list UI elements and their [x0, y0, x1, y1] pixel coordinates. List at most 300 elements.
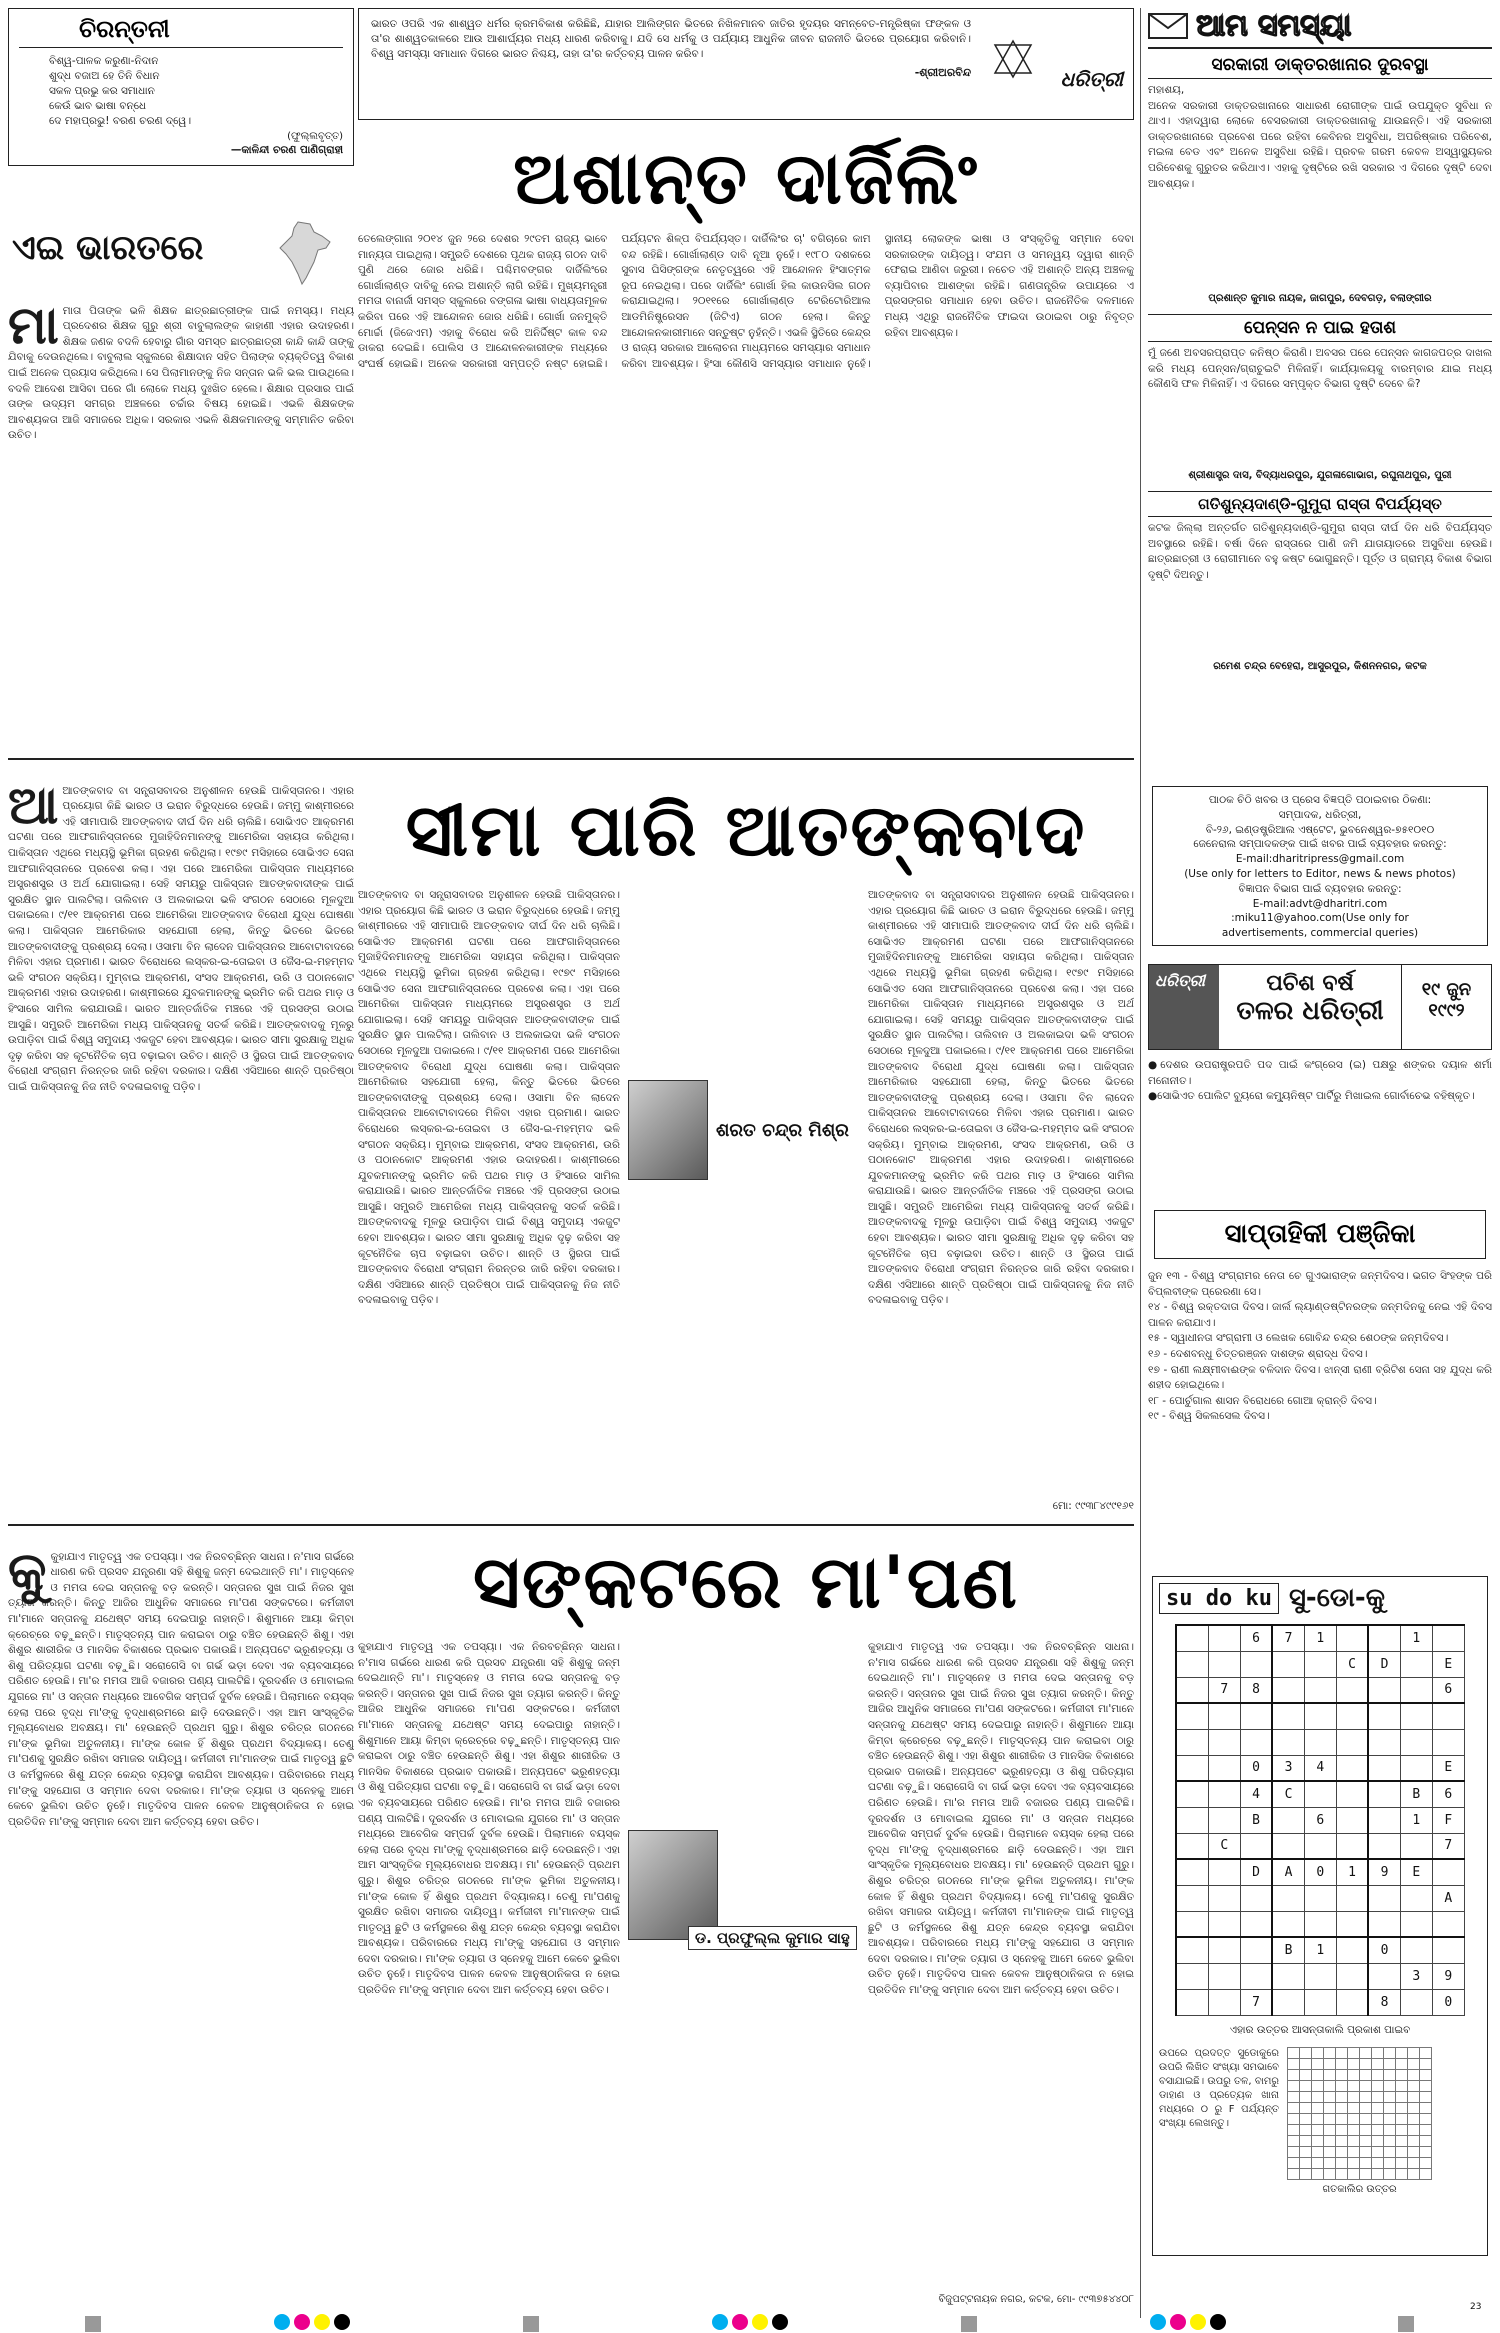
sudoku-cell[interactable]: A: [1432, 1885, 1464, 1911]
sudoku-cell[interactable]: [1272, 1833, 1304, 1859]
sudoku-cell[interactable]: [1272, 1885, 1304, 1911]
sudoku-cell[interactable]: [1272, 1729, 1304, 1755]
article1-body: ତେଲେଙ୍ଗାନା ୨୦୧୪ ଜୁନ ୨ରେ ଦେଶର ୨୯ତମ ରାଜ୍ୟ ଭାବେ ମାନ୍ୟତା ପାଇଥିଲା। ସମ୍ପ୍ରତି ଦେଶରେ ପୃଥକ ରାଜ୍ୟ ଗଠନ ଦାବି ପୁଣି ଥରେ ଜୋର ଧରିଛି। ପଶ୍ଚିମବଙ୍ଗର ଦାର୍ଜିଲିଂରେ ଗୋର୍ଖାଲାଣ୍ଡ ଦାବିକୁ ନେଇ ଅଶାନ୍ତି ଲାଗି ରହିଛି। ମୁଖ୍ୟମନ୍ତ୍ରୀ ମମତା ବାନାର୍ଜୀ ସମସ୍ତ ସ୍କୁଲରେ ବଙ୍ଗଳା ଭାଷା ବାଧ୍ୟତାମୂଳକ କରିବା ପରେ ଏହି ଆନ୍ଦୋଳନ ଜୋର ଧରିଛି। ଗୋର୍ଖା ଜନମୁକ୍ତି ମୋର୍ଚ୍ଚା (ଜିଜେଏମ) ଏହାକୁ ବିରୋଧ କରି ଅନିର୍ଦ୍ଦିଷ୍ଟ କାଳ ବନ୍ଦ ଡାକରା ଦେଇଛି। ପୋଲିସ ଓ ଆନ୍ଦୋଳନକାରୀଙ୍କ ମଧ୍ୟରେ ସଂଘର୍ଷ ହୋଇଛି। ଅନେକ ସରକାରୀ ସମ୍ପତ୍ତି ନଷ୍ଟ ହୋଇଛି। ପର୍ଯ୍ୟଟନ ଶିଳ୍ପ ବିପର୍ଯ୍ୟସ୍ତ। ଦାର୍ଜିଲିଂର ଚା' ବଗିଚାରେ କାମ ବନ୍ଦ ରହିଛି। ଗୋର୍ଖାଲାଣ୍ଡ ଦାବି ନୂଆ ନୁହେଁ। ୧୯୮୦ ଦଶକରେ ସୁବାସ ଘିସିଙ୍ଗଙ୍କ ନେତୃତ୍ୱରେ ଏହି ଆନ୍ଦୋଳନ ହିଂସାତ୍ମକ ରୂପ ନେଇଥିଲା। ପରେ ଦାର୍ଜିଲିଂ ଗୋର୍ଖା ହିଲ କାଉନସିଲ ଗଠନ କରାଯାଇଥିଲା। ୨୦୧୧ରେ ଗୋର୍ଖାଲାଣ୍ଡ ଟେରିଟୋରିଆଲ ଆଡମିନିଷ୍ଟ୍ରେସନ (ଜିଟିଏ) ଗଠନ ହେଲା। କିନ୍ତୁ ଆନ୍ଦୋଳନକାରୀମାନେ ସନ୍ତୁଷ୍ଟ ନୁହଁନ୍ତି। ଏଭଳି ସ୍ଥିତିରେ କେନ୍ଦ୍ର ଓ ରାଜ୍ୟ ସରକାର ଆଲୋଚନା ମାଧ୍ୟମରେ ସମସ୍ୟାର ସମାଧାନ କରିବା ଆବଶ୍ୟକ। ହିଂସା କୌଣସି ସମସ୍ୟାର ସମାଧାନ ନୁହେଁ। ସ୍ଥାନୀୟ ଲୋକଙ୍କ ଭାଷା ଓ ସଂସ୍କୃତିକୁ ସମ୍ମାନ ଦେବା ସରକାରଙ୍କ ଦାୟିତ୍ୱ। ସଂଯମ ଓ ସମନ୍ୱୟ ଦ୍ୱାରା ଶାନ୍ତି ଫେରାଇ ଆଣିବା ଜରୁରୀ। ନଚେତ ଏହି ଅଶାନ୍ତି ଅନ୍ୟ ଅଞ୍ଚଳକୁ ବ୍ୟାପିବାର ଆଶଙ୍କା ରହିଛି। ଗଣତାନ୍ତ୍ରିକ ଉପାୟରେ ଏ ପ୍ରସଙ୍ଗର ସମାଧାନ ହେବା ଉଚିତ। ରାଜନୈତିକ ଦଳମାନେ ମଧ୍ୟ ଏଥିରୁ ରାଜନୈତିକ ଫାଇଦା ଉଠାଇବା ଠାରୁ ନିବୃତ୍ତ ରହିବା ଆବଶ୍ୟକ।: [358, 233, 1134, 370]
article2-contact: ମୋ: ୯୯୩୮୪୯୯୧୬୧: [1052, 1500, 1134, 1512]
pachisa-body: ●ଦେଶର ଉପରାଷ୍ଟ୍ରପତି ପଦ ପାଇଁ କଂଗ୍ରେସ (ଇ) ପକ୍ଷରୁ ଶଙ୍କର ଦୟାଳ ଶର୍ମା ମନୋନୀତ। ●ସୋଭିଏତ ପୋଲିଟ ବ୍ୟୁରୋ କମ୍ୟୁନିଷ୍ଟ ପାର୍ଟିରୁ ମିଖାଇଲ ଗୋର୍ବାଚେଭ ବହିଷ୍କୃତ।: [1148, 1059, 1492, 1103]
mini-cell: [1384, 2058, 1396, 2069]
sudoku-cell[interactable]: 3: [1400, 1963, 1432, 1989]
mini-cell: [1396, 2047, 1408, 2058]
ei-bharat-section: [8, 218, 354, 748]
sudoku-cell[interactable]: [1368, 1911, 1400, 1937]
sudoku-cell[interactable]: 1: [1400, 1807, 1432, 1833]
grey-swatch: [85, 2316, 101, 2332]
sudoku-cell[interactable]: 6: [1432, 1677, 1464, 1703]
sudoku-cell[interactable]: [1368, 1885, 1400, 1911]
chiranani-title: ଚିରନ୍ତନୀ: [79, 15, 170, 43]
mini-row: [1288, 2157, 1432, 2168]
mini-cell: [1396, 2146, 1408, 2157]
mini-cell: [1300, 2135, 1312, 2146]
ei-bharat-dropcap: ମା: [8, 295, 59, 356]
contact-line-8[interactable]: E-mail:advt@dharitri.com: [1252, 897, 1388, 910]
sudoku-cell[interactable]: 9: [1432, 1963, 1464, 1989]
sudoku-cell[interactable]: 4: [1240, 1781, 1272, 1807]
sudoku-cell[interactable]: [1176, 1625, 1208, 1651]
sudoku-cell[interactable]: [1336, 1755, 1368, 1781]
article3-right-column: କୁହାଯାଏ ମାତୃତ୍ୱ ଏକ ତପସ୍ୟା। ଏକ ନିରବଚ୍ଛିନ୍ନ ସାଧନା। ନ'ମାସ ଗର୍ଭରେ ଧାରଣ କରି ପ୍ରସବ ଯନ୍ତ୍ରଣା ସହି ଶିଶୁକୁ ଜନ୍ମ ଦେଇଥାନ୍ତି ମା'। ମାତୃସ୍ନେହ ଓ ମମତା ଦେଇ ସନ୍ତାନକୁ ବଡ଼ କରନ୍ତି। ସନ୍ତାନର ସୁଖ ପାଇଁ ନିଜର ସୁଖ ତ୍ୟାଗ କରନ୍ତି। କିନ୍ତୁ ଆଜିର ଆଧୁନିକ ସମାଜରେ ମା'ପଣ ସଙ୍କଟରେ। କର୍ମଜୀବୀ ମା'ମାନେ ସନ୍ତାନକୁ ଯଥେଷ୍ଟ ସମୟ ଦେଇପାରୁ ନାହାନ୍ତି। ଶିଶୁମାନେ ଆୟା କିମ୍ବା କ୍ରେଚ୍‌ରେ ବଢ଼ୁଛନ୍ତି। ମାତୃସ୍ତନ୍ୟ ପାନ କରାଇବା ଠାରୁ ବଞ୍ଚିତ ହେଉଛନ୍ତି ଶିଶୁ। ଏହା ଶିଶୁର ଶାରୀରିକ ଓ ମାନସିକ ବିକାଶରେ ପ୍ରଭାବ ପକାଉଛି। ଅନ୍ୟପଟେ ଭ୍ରୂଣହତ୍ୟା ଓ ଶିଶୁ ପରିତ୍ୟାଗ ଘଟଣା ବଢ଼ୁଛି। ସରୋଗେସି ବା ଗର୍ଭ ଭଡ଼ା ଦେବା ଏକ ବ୍ୟବସାୟରେ ପରିଣତ ହେଉଛି। ମା'ର ମମତା ଆଜି ବଜାରର ପଣ୍ୟ ପାଲଟିଛି। ଦୂରଦର୍ଶନ ଓ ମୋବାଇଲ ଯୁଗରେ ମା' ଓ ସନ୍ତାନ ମଧ୍ୟରେ ଆବେଗିକ ସମ୍ପର୍କ ଦୁର୍ବଳ ହେଉଛି। ପିଲାମାନେ ବୟସ୍କ ହେଲା ପରେ ବୃଦ୍ଧ ମା'ଙ୍କୁ ବୃଦ୍ଧାଶ୍ରମରେ ଛାଡ଼ି ଦେଉଛନ୍ତି। ଏହା ଆମ ସାଂସ୍କୃତିକ ମୂଲ୍ୟବୋଧର ଅବକ୍ଷୟ। ମା' ହେଉଛନ୍ତି ପ୍ରଥମ ଗୁରୁ। ଶିଶୁର ଚରିତ୍ର ଗଠନରେ ମା'ଙ୍କ ଭୂମିକା ଅତୁଳନୀୟ। ମା'ଙ୍କ କୋଳ ହିଁ ଶିଶୁର ପ୍ରଥମ ବିଦ୍ୟାଳୟ। ତେଣୁ ମା'ପଣକୁ ସୁରକ୍ଷିତ ରଖିବା ସମାଜର ଦାୟିତ୍ୱ। କର୍ମଜୀବୀ ମା'ମାନଙ୍କ ପାଇଁ ମାତୃତ୍ୱ ଛୁଟି ଓ କର୍ମସ୍ଥଳରେ ଶିଶୁ ଯତ୍ନ କେନ୍ଦ୍ର ବ୍ୟବସ୍ଥା କରାଯିବା ଆବଶ୍ୟକ। ପରିବାରରେ ମଧ୍ୟ ମା'ଙ୍କୁ ସହଯୋଗ ଓ ସମ୍ମାନ ଦେବା ଦରକାର। ମା'ଙ୍କ ତ୍ୟାଗ ଓ ସ୍ନେହକୁ ଆମେ କେବେ ଭୁଲିବା ଉଚିତ ନୁହେଁ। ମାତୃଦିବସ ପାଳନ କେବଳ ଆନୁଷ୍ଠାନିକତା ନ ହୋଇ ପ୍ରତିଦିନ ମା'ଙ୍କୁ ସମ୍ମାନ ଦେବା ଆମ କର୍ତ୍ତବ୍ୟ ହେବା ଉଚିତ।: [868, 1641, 1134, 1997]
sudoku-cell[interactable]: B: [1272, 1937, 1304, 1963]
mini-cell: [1348, 2091, 1360, 2102]
registration-strip: [0, 2316, 1500, 2332]
mini-cell: [1324, 2058, 1336, 2069]
sudoku-cell[interactable]: [1176, 1677, 1208, 1703]
sudoku-row: [1176, 1833, 1464, 1859]
contact-line-6: (Use only for letters to Editor, news & news photos): [1184, 867, 1456, 880]
sudoku-cell[interactable]: [1368, 1703, 1400, 1729]
mini-cell: [1372, 2146, 1384, 2157]
mini-cell: [1384, 2135, 1396, 2146]
mini-cell: [1336, 2157, 1348, 2168]
article3-middle-column: କୁହାଯାଏ ମାତୃତ୍ୱ ଏକ ତପସ୍ୟା। ଏକ ନିରବଚ୍ଛିନ୍ନ ସାଧନା। ନ'ମାସ ଗର୍ଭରେ ଧାରଣ କରି ପ୍ରସବ ଯନ୍ତ୍ରଣା ସହି ଶିଶୁକୁ ଜନ୍ମ ଦେଇଥାନ୍ତି ମା'। ମାତୃସ୍ନେହ ଓ ମମତା ଦେଇ ସନ୍ତାନକୁ ବଡ଼ କରନ୍ତି। ସନ୍ତାନର ସୁଖ ପାଇଁ ନିଜର ସୁଖ ତ୍ୟାଗ କରନ୍ତି। କିନ୍ତୁ ଆଜିର ଆଧୁନିକ ସମାଜରେ ମା'ପଣ ସଙ୍କଟରେ। କର୍ମଜୀବୀ ମା'ମାନେ ସନ୍ତାନକୁ ଯଥେଷ୍ଟ ସମୟ ଦେଇପାରୁ ନାହାନ୍ତି। ଶିଶୁମାନେ ଆୟା କିମ୍ବା କ୍ରେଚ୍‌ରେ ବଢ଼ୁଛନ୍ତି। ମାତୃସ୍ତନ୍ୟ ପାନ କରାଇବା ଠାରୁ ବଞ୍ଚିତ ହେଉଛନ୍ତି ଶିଶୁ। ଏହା ଶିଶୁର ଶାରୀରିକ ଓ ମାନସିକ ବିକାଶରେ ପ୍ରଭାବ ପକାଉଛି। ଅନ୍ୟପଟେ ଭ୍ରୂଣହତ୍ୟା ଓ ଶିଶୁ ପରିତ୍ୟାଗ ଘଟଣା ବଢ଼ୁଛି। ସରୋଗେସି ବା ଗର୍ଭ ଭଡ଼ା ଦେବା ଏକ ବ୍ୟବସାୟରେ ପରିଣତ ହେଉଛି। ମା'ର ମମତା ଆଜି ବଜାରର ପଣ୍ୟ ପାଲଟିଛି। ଦୂରଦର୍ଶନ ଓ ମୋବାଇଲ ଯୁଗରେ ମା' ଓ ସନ୍ତାନ ମଧ୍ୟରେ ଆବେଗିକ ସମ୍ପର୍କ ଦୁର୍ବଳ ହେଉଛି। ପିଲାମାନେ ବୟସ୍କ ହେଲା ପରେ ବୃଦ୍ଧ ମା'ଙ୍କୁ ବୃଦ୍ଧାଶ୍ରମରେ ଛାଡ଼ି ଦେଉଛନ୍ତି। ଏହା ଆମ ସାଂସ୍କୃତିକ ମୂଲ୍ୟବୋଧର ଅବକ୍ଷୟ। ମା' ହେଉଛନ୍ତି ପ୍ରଥମ ଗୁରୁ। ଶିଶୁର ଚରିତ୍ର ଗଠନରେ ମା'ଙ୍କ ଭୂମିକା ଅତୁଳନୀୟ। ମା'ଙ୍କ କୋଳ ହିଁ ଶିଶୁର ପ୍ରଥମ ବିଦ୍ୟାଳୟ। ତେଣୁ ମା'ପଣକୁ ସୁରକ୍ଷିତ ରଖିବା ସମାଜର ଦାୟିତ୍ୱ। କର୍ମଜୀବୀ ମା'ମାନଙ୍କ ପାଇଁ ମାତୃତ୍ୱ ଛୁଟି ଓ କର୍ମସ୍ଥଳରେ ଶିଶୁ ଯତ୍ନ କେନ୍ଦ୍ର ବ୍ୟବସ୍ଥା କରାଯିବା ଆବଶ୍ୟକ। ପରିବାରରେ ମଧ୍ୟ ମା'ଙ୍କୁ ସହଯୋଗ ଓ ସମ୍ମାନ ଦେବା ଦରକାର। ମା'ଙ୍କ ତ୍ୟାଗ ଓ ସ୍ନେହକୁ ଆମେ କେବେ ଭୁଲିବା ଉଚିତ ନୁହେଁ। ମାତୃଦିବସ ପାଳନ କେବଳ ଆନୁଷ୍ଠାନିକତା ନ ହୋଇ ପ୍ରତିଦିନ ମା'ଙ୍କୁ ସମ୍ମାନ ଦେବା ଆମ କର୍ତ୍ତବ୍ୟ ହେବା ଉଚିତ।: [358, 1641, 620, 1997]
mini-row: [1288, 2146, 1432, 2157]
sudoku-cell[interactable]: [1400, 1729, 1432, 1755]
letter-1-signature: ପ୍ରଶାନ୍ତ କୁମାର ନାୟକ, ଜାଗପୁର, ଦେବଗଡ଼, ବଲାଙ୍ଗୀର: [1208, 293, 1432, 304]
chiranani-note: (ଫୁଲ୍ଲବୃତ୍ତ): [287, 131, 343, 142]
sudoku-row: [1176, 1625, 1464, 1651]
mini-cell: [1336, 2113, 1348, 2124]
sudoku-cell[interactable]: [1208, 1911, 1240, 1937]
sudoku-row: [1176, 1989, 1464, 2015]
mini-cell: [1348, 2146, 1360, 2157]
pachisa-logo: ଧରିତ୍ରୀ: [1149, 965, 1219, 1049]
sudoku-cell[interactable]: [1336, 1885, 1368, 1911]
mini-cell: [1408, 2102, 1420, 2113]
sudoku-cell[interactable]: [1336, 1963, 1368, 1989]
mini-cell: [1324, 2124, 1336, 2135]
mini-cell: [1372, 2069, 1384, 2080]
sudoku-cell[interactable]: [1336, 1703, 1368, 1729]
yellow-dot: [1190, 2314, 1206, 2330]
sudoku-cell[interactable]: F: [1432, 1807, 1464, 1833]
mini-cell: [1348, 2135, 1360, 2146]
mini-cell: [1348, 2058, 1360, 2069]
sudoku-cell[interactable]: [1304, 1677, 1336, 1703]
ei-bharat-header: [8, 218, 354, 288]
sudoku-cell[interactable]: [1336, 1729, 1368, 1755]
mini-cell: [1324, 2157, 1336, 2168]
sudoku-cell[interactable]: [1208, 1729, 1240, 1755]
sudoku-cell[interactable]: E: [1400, 1859, 1432, 1885]
sudoku-cell[interactable]: [1176, 1989, 1208, 2015]
mini-cell: [1324, 2113, 1336, 2124]
mini-cell: [1288, 2124, 1300, 2135]
mini-cell: [1372, 2091, 1384, 2102]
contact-line-7: ବିଜ୍ଞାପନ ବିଭାଗ ପାଇଁ ବ୍ୟବହାର କରନ୍ତୁ:: [1238, 882, 1402, 895]
grey-swatch: [961, 2316, 977, 2332]
sudoku-cell[interactable]: [1272, 1703, 1304, 1729]
contact-line-9[interactable]: :miku11@yahoo.com(Use only for: [1231, 912, 1409, 925]
contact-line-2: ସମ୍ପାଦକ, ଧରିତ୍ରୀ,: [1278, 808, 1362, 821]
sudoku-yesterday: [1287, 2047, 1432, 2195]
sudoku-cell[interactable]: [1336, 1781, 1368, 1807]
sudoku-cell[interactable]: [1304, 1651, 1336, 1677]
sudoku-cell[interactable]: [1432, 1937, 1464, 1963]
article2-author-block: [628, 1080, 858, 1260]
letter-3: [1148, 491, 1492, 672]
mini-cell: [1408, 2091, 1420, 2102]
mini-cell: [1300, 2080, 1312, 2091]
mini-cell: [1372, 2080, 1384, 2091]
black-dot: [334, 2314, 350, 2330]
mini-cell: [1360, 2124, 1372, 2135]
sudoku-cell[interactable]: [1304, 1885, 1336, 1911]
mini-cell: [1360, 2146, 1372, 2157]
mini-cell: [1384, 2091, 1396, 2102]
sudoku-cell[interactable]: [1400, 1703, 1432, 1729]
sudoku-cell[interactable]: [1368, 1807, 1400, 1833]
sudoku-cell[interactable]: 6: [1304, 1807, 1336, 1833]
mini-cell: [1300, 2102, 1312, 2113]
sudoku-cell[interactable]: [1240, 1729, 1272, 1755]
sudoku-title-od: ସୁ-ଡୋ-କୁ: [1288, 1583, 1385, 1613]
mini-cell: [1300, 2069, 1312, 2080]
sudoku-cell[interactable]: [1176, 1859, 1208, 1885]
letter-2-signature: ଶ୍ରୀଶାସ୍ତ୍ର ଦାସ, ବିଦ୍ୟାଧରପୁର, ଯୁଗଳାଗୋଭାଗ, ରଘୁନାଥପୁର, ପୁରୀ: [1188, 470, 1452, 481]
sudoku-cell[interactable]: D: [1240, 1859, 1272, 1885]
mini-cell: [1372, 2135, 1384, 2146]
mini-cell: [1288, 2047, 1300, 2058]
mini-row: [1288, 2168, 1432, 2179]
mini-cell: [1300, 2091, 1312, 2102]
sudoku-cell[interactable]: [1176, 1833, 1208, 1859]
sudoku-cell[interactable]: [1240, 1937, 1272, 1963]
sudoku-cell[interactable]: 6: [1432, 1781, 1464, 1807]
ei-bharat-title: ଏଇ ଭାରତରେ: [12, 228, 204, 268]
article2-right-column: ଆତଙ୍କବାଦ ବା ସନ୍ତ୍ରାସବାଦର ଅନୁଶୀଳନ ହେଉଛି ପାକିସ୍ତାନର। ଏହାର ପ୍ରୟୋଗ କିଛି ଭାରତ ଓ ଇରାନ ବିରୁଦ୍ଧରେ ହେଉଛି। ଜମ୍ମୁ କାଶ୍ମୀରରେ ଏହି ସୀମାପାରି ଆତଙ୍କବାଦ ଦୀର୍ଘ ଦିନ ଧରି ଚାଲିଛି। ସୋଭିଏତ ଆକ୍ରମଣ ଘଟଣା ପରେ ଆଫଗାନିସ୍ତାନରେ ମୁଜାହିଦିନମାନଙ୍କୁ ଆମେରିକା ସହାୟତା କରିଥିଲା। ପାକିସ୍ତାନ ଏଥିରେ ମଧ୍ୟସ୍ଥି ଭୂମିକା ଗ୍ରହଣ କରିଥିଲା। ୧୯୭୯ ମସିହାରେ ସୋଭିଏତ ସେନା ଆଫଗାନିସ୍ତାନରେ ପ୍ରବେଶ କଲା। ଏହା ପରେ ଆମେରିକା ପାକିସ୍ତାନ ମାଧ୍ୟମରେ ଅସ୍ତ୍ରଶସ୍ତ୍ର ଓ ଅର୍ଥ ଯୋଗାଇଲା। ସେହି ସମୟରୁ ପାକିସ୍ତାନ ଆତଙ୍କବାଦୀଙ୍କ ପାଇଁ ସୁରକ୍ଷିତ ସ୍ଥାନ ପାଲଟିଲା। ତାଲିବାନ ଓ ଅଲକାଇଦା ଭଳି ସଂଗଠନ ସେଠାରେ ମୂଳଦୁଆ ପକାଇଲେ। ୯/୧୧ ଆକ୍ରମଣ ପରେ ଆମେରିକା ଆତଙ୍କବାଦ ବିରୋଧୀ ଯୁଦ୍ଧ ଘୋଷଣା କଲା। ପାକିସ୍ତାନ ଆମେରିକାର ସହଯୋଗୀ ହେଲା, କିନ୍ତୁ ଭିତରେ ଭିତରେ ଆତଙ୍କବାଦୀଙ୍କୁ ପ୍ରଶ୍ରୟ ଦେଲା। ଓସାମା ବିନ ଲାଦେନ ପାକିସ୍ତାନର ଆବୋଟାବାଦରେ ମିଳିବା ଏହାର ପ୍ରମାଣ। ଭାରତ ବିରୋଧରେ ଲସ୍କର-ଇ-ତୋଇବା ଓ ଜୈସ-ଇ-ମହମ୍ମଦ ଭଳି ସଂଗଠନ ସକ୍ରିୟ। ମୁମ୍ବାଇ ଆକ୍ରମଣ, ସଂସଦ ଆକ୍ରମଣ, ଉରି ଓ ପଠାନକୋଟ ଆକ୍ରମଣ ଏହାର ଉଦାହରଣ। କାଶ୍ମୀରରେ ଯୁବକମାନଙ୍କୁ ଭ୍ରମିତ କରି ପଥର ମାଡ଼ ଓ ହିଂସାରେ ସାମିଲ କରାଯାଉଛି। ଭାରତ ଆନ୍ତର୍ଜାତିକ ମଞ୍ଚରେ ଏହି ପ୍ରସଙ୍ଗ ଉଠାଇ ଆସୁଛି। ସମ୍ପ୍ରତି ଆମେରିକା ମଧ୍ୟ ପାକିସ୍ତାନକୁ ସତର୍କ କରିଛି। ଆତଙ୍କବାଦକୁ ମୂଳରୁ ଉପାଡ଼ିବା ପାଇଁ ବିଶ୍ୱ ସମୁଦାୟ ଏକଜୁଟ ହେବା ଆବଶ୍ୟକ। ଭାରତ ସୀମା ସୁରକ୍ଷାକୁ ଅଧିକ ଦୃଢ଼ କରିବା ସହ କୂଟନୈତିକ ଚାପ ବଢ଼ାଇବା ଉଚିତ। ଶାନ୍ତି ଓ ସ୍ଥିରତା ପାଇଁ ଆତଙ୍କବାଦ ବିରୋଧୀ ସଂଗ୍ରାମ ନିରନ୍ତର ଜାରି ରହିବା ଦରକାର। ଦକ୍ଷିଣ ଏସିଆରେ ଶାନ୍ତି ପ୍ରତିଷ୍ଠା ପାଇଁ ପାକିସ୍ତାନକୁ ନିଜ ନୀତି ବଦଳାଇବାକୁ ପଡ଼ିବ।: [868, 889, 1134, 1307]
sudoku-cell[interactable]: [1432, 1625, 1464, 1651]
sudoku-cell[interactable]: [1208, 1807, 1240, 1833]
divider-2: [8, 1524, 1134, 1526]
sudoku-cell[interactable]: 3: [1272, 1755, 1304, 1781]
sudoku-cell[interactable]: [1432, 1729, 1464, 1755]
sudoku-cell[interactable]: 0: [1368, 1937, 1400, 1963]
article3-text-left: କୁହାଯାଏ ମାତୃତ୍ୱ ଏକ ତପସ୍ୟା। ଏକ ନିରବଚ୍ଛିନ୍ନ ସାଧନା। ନ'ମାସ ଗର୍ଭରେ ଧାରଣ କରି ପ୍ରସବ ଯନ୍ତ୍ରଣା ସହି ଶିଶୁକୁ ଜନ୍ମ ଦେଇଥାନ୍ତି ମା'। ମାତୃସ୍ନେହ ଓ ମମତା ଦେଇ ସନ୍ତାନକୁ ବଡ଼ କରନ୍ତି। ସନ୍ତାନର ସୁଖ ପାଇଁ ନିଜର ସୁଖ ତ୍ୟାଗ କରନ୍ତି। କିନ୍ତୁ ଆଜିର ଆଧୁନିକ ସମାଜରେ ମା'ପଣ ସଙ୍କଟରେ। କର୍ମଜୀବୀ ମା'ମାନେ ସନ୍ତାନକୁ ଯଥେଷ୍ଟ ସମୟ ଦେଇପାରୁ ନାହାନ୍ତି। ଶିଶୁମାନେ ଆୟା କିମ୍ବା କ୍ରେଚ୍‌ରେ ବଢ଼ୁଛନ୍ତି। ମାତୃସ୍ତନ୍ୟ ପାନ କରାଇବା ଠାରୁ ବଞ୍ଚିତ ହେଉଛନ୍ତି ଶିଶୁ। ଏହା ଶିଶୁର ଶାରୀରିକ ଓ ମାନସିକ ବିକାଶରେ ପ୍ରଭାବ ପକାଉଛି। ଅନ୍ୟପଟେ ଭ୍ରୂଣହତ୍ୟା ଓ ଶିଶୁ ପରିତ୍ୟାଗ ଘଟଣା ବଢ଼ୁଛି। ସରୋଗେସି ବା ଗର୍ଭ ଭଡ଼ା ଦେବା ଏକ ବ୍ୟବସାୟରେ ପରିଣତ ହେଉଛି। ମା'ର ମମତା ଆଜି ବଜାରର ପଣ୍ୟ ପାଲଟିଛି। ଦୂରଦର୍ଶନ ଓ ମୋବାଇଲ ଯୁଗରେ ମା' ଓ ସନ୍ତାନ ମଧ୍ୟରେ ଆବେଗିକ ସମ୍ପର୍କ ଦୁର୍ବଳ ହେଉଛି। ପିଲାମାନେ ବୟସ୍କ ହେଲା ପରେ ବୃଦ୍ଧ ମା'ଙ୍କୁ ବୃଦ୍ଧାଶ୍ରମରେ ଛାଡ଼ି ଦେଉଛନ୍ତି। ଏହା ଆମ ସାଂସ୍କୃତିକ ମୂଲ୍ୟବୋଧର ଅବକ୍ଷୟ। ମା' ହେଉଛନ୍ତି ପ୍ରଥମ ଗୁରୁ। ଶିଶୁର ଚରିତ୍ର ଗଠନରେ ମା'ଙ୍କ ଭୂମିକା ଅତୁଳନୀୟ। ମା'ଙ୍କ କୋଳ ହିଁ ଶିଶୁର ପ୍ରଥମ ବିଦ୍ୟାଳୟ। ତେଣୁ ମା'ପଣକୁ ସୁରକ୍ଷିତ ରଖିବା ସମାଜର ଦାୟିତ୍ୱ। କର୍ମଜୀବୀ ମା'ମାନଙ୍କ ପାଇଁ ମାତୃତ୍ୱ ଛୁଟି ଓ କର୍ମସ୍ଥଳରେ ଶିଶୁ ଯତ୍ନ କେନ୍ଦ୍ର ବ୍ୟବସ୍ଥା କରାଯିବା ଆବଶ୍ୟକ। ପରିବାରରେ ମଧ୍ୟ ମା'ଙ୍କୁ ସହଯୋଗ ଓ ସମ୍ମାନ ଦେବା ଦରକାର। ମା'ଙ୍କ ତ୍ୟାଗ ଓ ସ୍ନେହକୁ ଆମେ କେବେ ଭୁଲିବା ଉଚିତ ନୁହେଁ। ମାତୃଦିବସ ପାଳନ କେବଳ ଆନୁଷ୍ଠାନିକତା ନ ହୋଇ ପ୍ରତିଦିନ ମା'ଙ୍କୁ ସମ୍ମାନ ଦେବା ଆମ କର୍ତ୍ତବ୍ୟ ହେବା ଉଚିତ।: [8, 1550, 354, 1828]
sudoku-cell[interactable]: 4: [1304, 1755, 1336, 1781]
sudoku-cell[interactable]: [1336, 1937, 1368, 1963]
sudoku-cell[interactable]: 7: [1432, 1833, 1464, 1859]
sudoku-cell[interactable]: [1272, 1651, 1304, 1677]
mini-cell: [1420, 2069, 1432, 2080]
sudoku-cell[interactable]: [1176, 1651, 1208, 1677]
sudoku-cell[interactable]: [1272, 1677, 1304, 1703]
sudoku-yesterday-label: ଗତକାଲିର ଉତ୍ତର: [1322, 2183, 1397, 2195]
sudoku-cell[interactable]: [1400, 1651, 1432, 1677]
mini-cell: [1396, 2135, 1408, 2146]
sudoku-cell[interactable]: [1272, 1963, 1304, 1989]
mini-cell: [1312, 2146, 1324, 2157]
mini-cell: [1360, 2135, 1372, 2146]
sudoku-cell[interactable]: 7: [1208, 1677, 1240, 1703]
mini-row: [1288, 2135, 1432, 2146]
sudoku-cell[interactable]: [1272, 1807, 1304, 1833]
sudoku-cell[interactable]: [1208, 1781, 1240, 1807]
magenta-dot: [732, 2314, 748, 2330]
cyan-dot: [712, 2314, 728, 2330]
mini-cell: [1420, 2091, 1432, 2102]
sudoku-cell[interactable]: [1400, 1911, 1432, 1937]
mini-cell: [1312, 2157, 1324, 2168]
sudoku-cell[interactable]: [1336, 1911, 1368, 1937]
sudoku-row: [1176, 1703, 1464, 1729]
mini-cell: [1312, 2047, 1324, 2058]
mini-cell: [1324, 2135, 1336, 2146]
sudoku-cell[interactable]: B: [1240, 1807, 1272, 1833]
chiranani-box: [8, 8, 354, 166]
mini-cell: [1360, 2157, 1372, 2168]
mini-cell: [1408, 2069, 1420, 2080]
mini-cell: [1288, 2113, 1300, 2124]
sudoku-cell[interactable]: [1368, 1781, 1400, 1807]
mini-cell: [1408, 2135, 1420, 2146]
sudoku-cell[interactable]: 1: [1336, 1859, 1368, 1885]
sudoku-cell[interactable]: 1: [1400, 1625, 1432, 1651]
india-map-icon: [270, 218, 340, 288]
sudoku-cell[interactable]: D: [1368, 1651, 1400, 1677]
pachisa-date: [1401, 965, 1491, 1049]
sudoku-cell[interactable]: [1208, 1989, 1240, 2015]
sudoku-cell[interactable]: [1240, 1885, 1272, 1911]
sudoku-cell[interactable]: [1208, 1859, 1240, 1885]
sudoku-cell[interactable]: [1208, 1885, 1240, 1911]
contact-line-5[interactable]: E-mail:dharitripress@gmail.com: [1235, 853, 1405, 866]
letter-2: [1148, 314, 1492, 481]
mini-cell: [1300, 2058, 1312, 2069]
ei-bharat-body: [8, 288, 354, 740]
mini-cell: [1384, 2146, 1396, 2157]
sudoku-row: [1176, 1729, 1464, 1755]
sudoku-cell[interactable]: [1400, 1937, 1432, 1963]
sudoku-cell[interactable]: C: [1336, 1651, 1368, 1677]
sudoku-cell[interactable]: [1400, 1885, 1432, 1911]
pachisa-title-2: ତଳର ଧରିତ୍ରୀ: [1236, 996, 1384, 1026]
mini-cell: [1360, 2091, 1372, 2102]
mini-cell: [1348, 2069, 1360, 2080]
pachisa-title-1: ପଚିଶ ବର୍ଷ: [1266, 971, 1354, 996]
mini-cell: [1324, 2146, 1336, 2157]
sudoku-cell[interactable]: 7: [1240, 1989, 1272, 2015]
sudoku-cell[interactable]: [1208, 1963, 1240, 1989]
mini-cell: [1408, 2058, 1420, 2069]
sudoku-cell[interactable]: [1368, 1833, 1400, 1859]
sudoku-cell[interactable]: [1336, 1807, 1368, 1833]
color-dots: [710, 2314, 790, 2333]
sudoku-cell[interactable]: 1: [1304, 1937, 1336, 1963]
magenta-dot: [294, 2314, 310, 2330]
sudoku-cell[interactable]: [1176, 1963, 1208, 1989]
sudoku-cell[interactable]: 0: [1240, 1755, 1272, 1781]
sudoku-cell[interactable]: [1336, 1677, 1368, 1703]
letter-3-title: ଗତିଶୁନ୍ୟଦାଣ୍ଡି-ଗୁମୁରା ରାସ୍ତା ବିପର୍ଯ୍ୟସ୍ତ: [1148, 491, 1492, 517]
mini-cell: [1408, 2168, 1420, 2179]
sudoku-cell[interactable]: [1272, 1911, 1304, 1937]
mini-cell: [1312, 2168, 1324, 2179]
sudoku-yesterday-grid: [1287, 2047, 1432, 2180]
sudoku-cell[interactable]: [1240, 1651, 1272, 1677]
sudoku-cell[interactable]: [1176, 1885, 1208, 1911]
mini-cell: [1408, 2047, 1420, 2058]
mini-cell: [1312, 2124, 1324, 2135]
sudoku-row: [1176, 1963, 1464, 1989]
mini-cell: [1324, 2080, 1336, 2091]
sudoku-cell[interactable]: [1176, 1911, 1208, 1937]
sudoku-cell[interactable]: [1208, 1625, 1240, 1651]
pachisa-date-1: ୧୯ ଜୁନ: [1421, 979, 1472, 1000]
mini-cell: [1396, 2091, 1408, 2102]
sudoku-cell[interactable]: [1304, 1833, 1336, 1859]
sudoku-cell[interactable]: [1432, 1911, 1464, 1937]
sudoku-cell[interactable]: [1240, 1833, 1272, 1859]
mini-cell: [1408, 2146, 1420, 2157]
mini-cell: [1336, 2080, 1348, 2091]
sudoku-cell[interactable]: 0: [1304, 1859, 1336, 1885]
ama-samasya-section: [1148, 8, 1492, 768]
sudoku-cell[interactable]: 0: [1432, 1989, 1464, 2015]
mini-cell: [1408, 2080, 1420, 2091]
mini-cell: [1396, 2113, 1408, 2124]
sudoku-cell[interactable]: [1208, 1703, 1240, 1729]
sudoku-cell[interactable]: [1176, 1703, 1208, 1729]
mini-cell: [1348, 2080, 1360, 2091]
sudoku-row: [1176, 1807, 1464, 1833]
mini-cell: [1384, 2113, 1396, 2124]
sudoku-cell[interactable]: [1240, 1963, 1272, 1989]
sudoku-cell[interactable]: 9: [1368, 1859, 1400, 1885]
sudoku-cell[interactable]: 8: [1368, 1989, 1400, 2015]
sudoku-cell[interactable]: [1336, 1989, 1368, 2015]
sudoku-cell[interactable]: [1176, 1781, 1208, 1807]
mini-cell: [1348, 2124, 1360, 2135]
sudoku-cell[interactable]: [1400, 1989, 1432, 2015]
mini-row: [1288, 2102, 1432, 2113]
color-dots: [272, 2314, 352, 2333]
mini-cell: [1420, 2047, 1432, 2058]
sudoku-cell[interactable]: [1304, 1989, 1336, 2015]
mini-cell: [1420, 2058, 1432, 2069]
sudoku-cell[interactable]: [1208, 1755, 1240, 1781]
mini-cell: [1336, 2124, 1348, 2135]
mini-cell: [1360, 2113, 1372, 2124]
sudoku-row: [1176, 1781, 1464, 1807]
sudoku-cell[interactable]: E: [1432, 1755, 1464, 1781]
mini-cell: [1288, 2146, 1300, 2157]
sudoku-cell[interactable]: [1272, 1989, 1304, 2015]
sudoku-cell[interactable]: [1400, 1833, 1432, 1859]
sudoku-cell[interactable]: [1176, 1729, 1208, 1755]
sudoku-cell[interactable]: [1304, 1911, 1336, 1937]
sudoku-row: [1176, 1677, 1464, 1703]
sudoku-cell[interactable]: B: [1400, 1781, 1432, 1807]
sudoku-cell[interactable]: [1240, 1703, 1272, 1729]
sudoku-rules: ଉପରେ ପ୍ରଦତ୍ତ ସୁଡୋକୁରେ ଉପରି ଲିଖିତ ସଂଖ୍ୟା ସମଭାବେ ବସାଯାଇଛି। ଉପରୁ ତଳ, ବାମରୁ ଡାହାଣ ଓ ପ୍ରତ୍ୟେକ ଖାନା ମଧ୍ୟରେ ୦ ରୁ F ପର୍ଯ୍ୟନ୍ତ ସଂଖ୍ୟା ଲେଖନ୍ତୁ।: [1159, 2047, 1279, 2129]
mini-cell: [1408, 2157, 1420, 2168]
sudoku-row: [1176, 1651, 1464, 1677]
sudoku-cell[interactable]: [1304, 1729, 1336, 1755]
mini-cell: [1324, 2047, 1336, 2058]
ei-bharat-text: ମାତା ପିତାଙ୍କ ଭଳି ଶିକ୍ଷକ ଛାତ୍ରଛାତ୍ରୀଙ୍କ ପାଇଁ ନମସ୍ୟ। ମଧ୍ୟ ପ୍ରଦେଶର ଶିକ୍ଷକ ଗୁରୁ ଶ୍ରୀ ବାବୁଲାଲଙ୍କ କାହାଣୀ ଏହାର ଉଦାହରଣ। ଶିକ୍ଷକ ଜଣକ ବଦଳି ହେବାରୁ ଗାଁର ସମସ୍ତ ଛାତ୍ରଛାତ୍ରୀ କାନ୍ଦି କାନ୍ଦି ତାଙ୍କୁ ଯିବାକୁ ଦେଉନଥିଲେ। ବାବୁଲାଲ ସ୍କୁଲରେ ଶିକ୍ଷାଦାନ ସହିତ ପିଲାଙ୍କ ବ୍ୟକ୍ତିତ୍ୱ ବିକାଶ ପାଇଁ ଅନେକ ପ୍ରୟାସ କରିଥିଲେ। ସେ ପିଲାମାନଙ୍କୁ ନିଜ ସନ୍ତାନ ଭଳି ଭଲ ପାଉଥିଲେ। ବଦଳି ଆଦେଶ ଆସିବା ପରେ ଗାଁ ଲୋକେ ମଧ୍ୟ ଦୁଃଖିତ ହେଲେ। ଶିକ୍ଷାର ପ୍ରସାର ପାଇଁ ତାଙ୍କ ଉଦ୍ୟମ ସମଗ୍ର ଅଞ୍ଚଳରେ ଚର୍ଚ୍ଚାର ବିଷୟ ହୋଇଛି। ଏଭଳି ଶିକ୍ଷକଙ୍କ ଆବଶ୍ୟକତା ଆଜି ସମାଜରେ ଅଧିକ। ସରକାର ଏଭଳି ଶିକ୍ଷକମାନଙ୍କୁ ସମ୍ମାନିତ କରିବା ଉଚିତ।: [8, 304, 354, 442]
mini-cell: [1288, 2135, 1300, 2146]
sudoku-cell[interactable]: C: [1272, 1781, 1304, 1807]
mini-cell: [1312, 2091, 1324, 2102]
mini-cell: [1324, 2091, 1336, 2102]
article2-middle-column: ଆତଙ୍କବାଦ ବା ସନ୍ତ୍ରାସବାଦର ଅନୁଶୀଳନ ହେଉଛି ପାକିସ୍ତାନର। ଏହାର ପ୍ରୟୋଗ କିଛି ଭାରତ ଓ ଇରାନ ବିରୁଦ୍ଧରେ ହେଉଛି। ଜମ୍ମୁ କାଶ୍ମୀରରେ ଏହି ସୀମାପାରି ଆତଙ୍କବାଦ ଦୀର୍ଘ ଦିନ ଧରି ଚାଲିଛି। ସୋଭିଏତ ଆକ୍ରମଣ ଘଟଣା ପରେ ଆଫଗାନିସ୍ତାନରେ ମୁଜାହିଦିନମାନଙ୍କୁ ଆମେରିକା ସହାୟତା କରିଥିଲା। ପାକିସ୍ତାନ ଏଥିରେ ମଧ୍ୟସ୍ଥି ଭୂମିକା ଗ୍ରହଣ କରିଥିଲା। ୧୯୭୯ ମସିହାରେ ସୋଭିଏତ ସେନା ଆଫଗାନିସ୍ତାନରେ ପ୍ରବେଶ କଲା। ଏହା ପରେ ଆମେରିକା ପାକିସ୍ତାନ ମାଧ୍ୟମରେ ଅସ୍ତ୍ରଶସ୍ତ୍ର ଓ ଅର୍ଥ ଯୋଗାଇଲା। ସେହି ସମୟରୁ ପାକିସ୍ତାନ ଆତଙ୍କବାଦୀଙ୍କ ପାଇଁ ସୁରକ୍ଷିତ ସ୍ଥାନ ପାଲଟିଲା। ତାଲିବାନ ଓ ଅଲକାଇଦା ଭଳି ସଂଗଠନ ସେଠାରେ ମୂଳଦୁଆ ପକାଇଲେ। ୯/୧୧ ଆକ୍ରମଣ ପରେ ଆମେରିକା ଆତଙ୍କବାଦ ବିରୋଧୀ ଯୁଦ୍ଧ ଘୋଷଣା କଲା। ପାକିସ୍ତାନ ଆମେରିକାର ସହଯୋଗୀ ହେଲା, କିନ୍ତୁ ଭିତରେ ଭିତରେ ଆତଙ୍କବାଦୀଙ୍କୁ ପ୍ରଶ୍ରୟ ଦେଲା। ଓସାମା ବିନ ଲାଦେନ ପାକିସ୍ତାନର ଆବୋଟାବାଦରେ ମିଳିବା ଏହାର ପ୍ରମାଣ। ଭାରତ ବିରୋଧରେ ଲସ୍କର-ଇ-ତୋଇବା ଓ ଜୈସ-ଇ-ମହମ୍ମଦ ଭଳି ସଂଗଠନ ସକ୍ରିୟ। ମୁମ୍ବାଇ ଆକ୍ରମଣ, ସଂସଦ ଆକ୍ରମଣ, ଉରି ଓ ପଠାନକୋଟ ଆକ୍ରମଣ ଏହାର ଉଦାହରଣ। କାଶ୍ମୀରରେ ଯୁବକମାନଙ୍କୁ ଭ୍ରମିତ କରି ପଥର ମାଡ଼ ଓ ହିଂସାରେ ସାମିଲ କରାଯାଉଛି। ଭାରତ ଆନ୍ତର୍ଜାତିକ ମଞ୍ଚରେ ଏହି ପ୍ରସଙ୍ଗ ଉଠାଇ ଆସୁଛି। ସମ୍ପ୍ରତି ଆମେରିକା ମଧ୍ୟ ପାକିସ୍ତାନକୁ ସତର୍କ କରିଛି। ଆତଙ୍କବାଦକୁ ମୂଳରୁ ଉପାଡ଼ିବା ପାଇଁ ବିଶ୍ୱ ସମୁଦାୟ ଏକଜୁଟ ହେବା ଆବଶ୍ୟକ। ଭାରତ ସୀମା ସୁରକ୍ଷାକୁ ଅଧିକ ଦୃଢ଼ କରିବା ସହ କୂଟନୈତିକ ଚାପ ବଢ଼ାଇବା ଉଚିତ। ଶାନ୍ତି ଓ ସ୍ଥିରତା ପାଇଁ ଆତଙ୍କବାଦ ବିରୋଧୀ ସଂଗ୍ରାମ ନିରନ୍ତର ଜାରି ରହିବା ଦରକାର। ଦକ୍ଷିଣ ଏସିଆରେ ଶାନ୍ତି ପ୍ରତିଷ୍ଠା ପାଇଁ ପାକିସ୍ତାନକୁ ନିଜ ନୀତି ବଦଳାଇବାକୁ ପଡ଼ିବ।: [358, 889, 620, 1307]
envelope-icon: [1148, 13, 1188, 39]
sudoku-cell[interactable]: [1368, 1677, 1400, 1703]
mini-cell: [1360, 2069, 1372, 2080]
mini-cell: [1348, 2113, 1360, 2124]
sudoku-cell[interactable]: [1304, 1703, 1336, 1729]
sudoku-cell[interactable]: [1208, 1937, 1240, 1963]
sudoku-row: [1176, 1755, 1464, 1781]
sudoku-cell[interactable]: [1304, 1781, 1336, 1807]
sudoku-cell[interactable]: [1176, 1755, 1208, 1781]
letter-1-body: ମହାଶୟ, ଅନେକ ସରକାରୀ ଡାକ୍ତରଖାନାରେ ସାଧାରଣ ରୋଗୀଙ୍କ ପାଇଁ ଉପଯୁକ୍ତ ସୁବିଧା ନ ଥାଏ। ଏହାଦ୍ୱାରା ଲୋକେ ବେସରକାରୀ ଡାକ୍ତରଖାନାକୁ ଯାଉଛନ୍ତି। ଏହି ସରକାରୀ ଡାକ୍ତରଖାନାରେ ପ୍ରବେଶ ପରେ ରହିବା କେବିନର ଅସୁବିଧା, ଅପରିଷ୍କାର ପରିବେଶ, ମଇଳା ବେଡ ଏବଂ ଅନେକ ଅସୁବିଧା ରହିଛି। ପ୍ରବଳ ଗରମ କେବଳ ଅସ୍ୱାସ୍ଥ୍ୟକର ପରିବେଶକୁ ଗୁରୁତର କରିଥାଏ। ଏହାକୁ ଦୃଷ୍ଟିରେ ରଖି ସରକାର ଏ ଦିଗରେ ଦୃଷ୍ଟି ଦେବା ଆବଶ୍ୟକ।: [1148, 84, 1492, 190]
article2-text-left: ଆତଙ୍କବାଦ ବା ସନ୍ତ୍ରାସବାଦର ଅନୁଶୀଳନ ହେଉଛି ପାକିସ୍ତାନର। ଏହାର ପ୍ରୟୋଗ କିଛି ଭାରତ ଓ ଇରାନ ବିରୁଦ୍ଧରେ ହେଉଛି। ଜମ୍ମୁ କାଶ୍ମୀରରେ ଏହି ସୀମାପାରି ଆତଙ୍କବାଦ ଦୀର୍ଘ ଦିନ ଧରି ଚାଲିଛି। ସୋଭିଏତ ଆକ୍ରମଣ ଘଟଣା ପରେ ଆଫଗାନିସ୍ତାନରେ ମୁଜାହିଦିନମାନଙ୍କୁ ଆମେରିକା ସହାୟତା କରିଥିଲା। ପାକିସ୍ତାନ ଏଥିରେ ମଧ୍ୟସ୍ଥି ଭୂମିକା ଗ୍ରହଣ କରିଥିଲା। ୧୯୭୯ ମସିହାରେ ସୋଭିଏତ ସେନା ଆଫଗାନିସ୍ତାନରେ ପ୍ରବେଶ କଲା। ଏହା ପରେ ଆମେରିକା ପାକିସ୍ତାନ ମାଧ୍ୟମରେ ଅସ୍ତ୍ରଶସ୍ତ୍ର ଓ ଅର୍ଥ ଯୋଗାଇଲା। ସେହି ସମୟରୁ ପାକିସ୍ତାନ ଆତଙ୍କବାଦୀଙ୍କ ପାଇଁ ସୁରକ୍ଷିତ ସ୍ଥାନ ପାଲଟିଲା। ତାଲିବାନ ଓ ଅଲକାଇଦା ଭଳି ସଂଗଠନ ସେଠାରେ ମୂଳଦୁଆ ପକାଇଲେ। ୯/୧୧ ଆକ୍ରମଣ ପରେ ଆମେରିକା ଆତଙ୍କବାଦ ବିରୋଧୀ ଯୁଦ୍ଧ ଘୋଷଣା କଲା। ପାକିସ୍ତାନ ଆମେରିକାର ସହଯୋଗୀ ହେଲା, କିନ୍ତୁ ଭିତରେ ଭିତରେ ଆତଙ୍କବାଦୀଙ୍କୁ ପ୍ରଶ୍ରୟ ଦେଲା। ଓସାମା ବିନ ଲାଦେନ ପାକିସ୍ତାନର ଆବୋଟାବାଦରେ ମିଳିବା ଏହାର ପ୍ରମାଣ। ଭାରତ ବିରୋଧରେ ଲସ୍କର-ଇ-ତୋଇବା ଓ ଜୈସ-ଇ-ମହମ୍ମଦ ଭଳି ସଂଗଠନ ସକ୍ରିୟ। ମୁମ୍ବାଇ ଆକ୍ରମଣ, ସଂସଦ ଆକ୍ରମଣ, ଉରି ଓ ପଠାନକୋଟ ଆକ୍ରମଣ ଏହାର ଉଦାହରଣ। କାଶ୍ମୀରରେ ଯୁବକମାନଙ୍କୁ ଭ୍ରମିତ କରି ପଥର ମାଡ଼ ଓ ହିଂସାରେ ସାମିଲ କରାଯାଉଛି। ଭାରତ ଆନ୍ତର୍ଜାତିକ ମଞ୍ଚରେ ଏହି ପ୍ରସଙ୍ଗ ଉଠାଇ ଆସୁଛି। ସମ୍ପ୍ରତି ଆମେରିକା ମଧ୍ୟ ପାକିସ୍ତାନକୁ ସତର୍କ କରିଛି। ଆତଙ୍କବାଦକୁ ମୂଳରୁ ଉପାଡ଼ିବା ପାଇଁ ବିଶ୍ୱ ସମୁଦାୟ ଏକଜୁଟ ହେବା ଆବଶ୍ୟକ। ଭାରତ ସୀମା ସୁରକ୍ଷାକୁ ଅଧିକ ଦୃଢ଼ କରିବା ସହ କୂଟନୈତିକ ଚାପ ବଢ଼ାଇବା ଉଚିତ। ଶାନ୍ତି ଓ ସ୍ଥିରତା ପାଇଁ ଆତଙ୍କବାଦ ବିରୋଧୀ ସଂଗ୍ରାମ ନିରନ୍ତର ଜାରି ରହିବା ଦରକାର। ଦକ୍ଷିଣ ଏସିଆରେ ଶାନ୍ତି ପ୍ରତିଷ୍ଠା ପାଇଁ ପାକିସ୍ତାନକୁ ନିଜ ନୀତି ବଦଳାଇବାକୁ ପଡ଼ିବ।: [8, 784, 354, 1093]
sudoku-cell[interactable]: [1336, 1625, 1368, 1651]
mini-cell: [1384, 2168, 1396, 2179]
sudoku-cell[interactable]: [1368, 1963, 1400, 1989]
mini-cell: [1420, 2080, 1432, 2091]
mini-cell: [1312, 2069, 1324, 2080]
mini-cell: [1348, 2047, 1360, 2058]
sudoku-cell[interactable]: [1336, 1833, 1368, 1859]
mini-cell: [1372, 2113, 1384, 2124]
mini-row: [1288, 2124, 1432, 2135]
sudoku-cell[interactable]: [1432, 1703, 1464, 1729]
sudoku-cell[interactable]: 8: [1240, 1677, 1272, 1703]
sudoku-cell[interactable]: [1176, 1807, 1208, 1833]
cyan-dot: [274, 2314, 290, 2330]
sudoku-cell[interactable]: [1176, 1937, 1208, 1963]
mini-cell: [1396, 2124, 1408, 2135]
sudoku-cell[interactable]: E: [1432, 1651, 1464, 1677]
sudoku-cell[interactable]: [1368, 1625, 1400, 1651]
mini-cell: [1408, 2124, 1420, 2135]
sudoku-cell[interactable]: A: [1272, 1859, 1304, 1885]
quote-logo: ଧରିତ୍ରୀ: [1060, 67, 1123, 91]
sudoku-cell[interactable]: 6: [1240, 1625, 1272, 1651]
sudoku-cell[interactable]: [1368, 1755, 1400, 1781]
sudoku-cell[interactable]: [1432, 1859, 1464, 1885]
mini-cell: [1312, 2113, 1324, 2124]
mini-cell: [1408, 2113, 1420, 2124]
sudoku-cell[interactable]: 7: [1272, 1625, 1304, 1651]
sudoku-cell[interactable]: 1: [1304, 1625, 1336, 1651]
mini-cell: [1324, 2168, 1336, 2179]
sudoku-cell[interactable]: [1400, 1677, 1432, 1703]
sudoku-cell[interactable]: [1240, 1911, 1272, 1937]
mini-cell: [1372, 2124, 1384, 2135]
sudoku-cell[interactable]: [1400, 1755, 1432, 1781]
sudoku-row: [1176, 1911, 1464, 1937]
article3-headline: ସଙ୍କଟରେ ମା'ପଣ: [473, 1540, 1019, 1624]
sudoku-cell[interactable]: [1208, 1651, 1240, 1677]
article2-author-name: ଶରତ ଚନ୍ଦ୍ର ମିଶ୍ର: [716, 1120, 849, 1141]
sudoku-cell[interactable]: [1368, 1729, 1400, 1755]
mini-cell: [1396, 2080, 1408, 2091]
sudoku-cell[interactable]: C: [1208, 1833, 1240, 1859]
yellow-dot: [314, 2314, 330, 2330]
saptahika-title: ସାପ୍ତାହିକୀ ପଞ୍ଜିକା: [1154, 1210, 1486, 1259]
sudoku-cell[interactable]: [1304, 1963, 1336, 1989]
